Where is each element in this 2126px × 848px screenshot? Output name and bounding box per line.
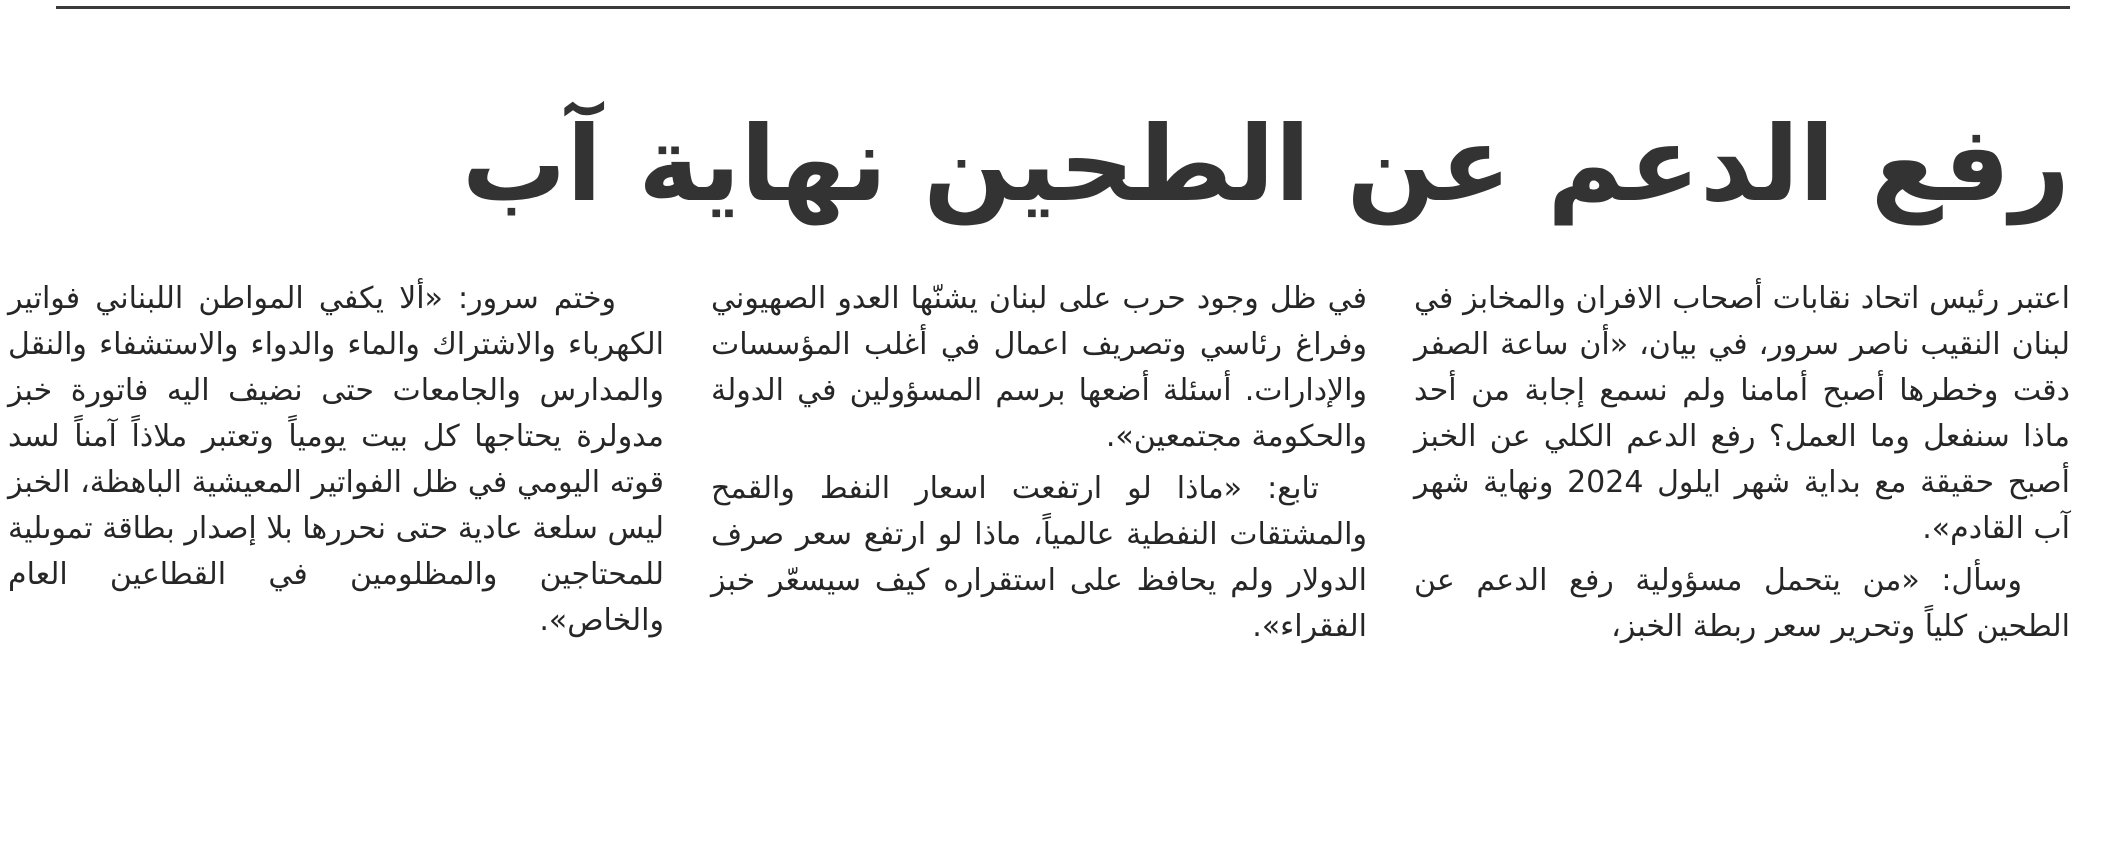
article-column-3 <box>8 276 664 650</box>
column-3-paragraph-1: وختم سرور: «ألا يكفي المواطن اللبناني فواتير الكهرباء والاشتراك والماء والدواء والاستشفاء والنقل والمدارس والجامعات حتى نضيف اليه فاتورة خبز مدولرة يحتاجها كل بيت يومياً وتعتبر ملاذاً آمناً لسد قوته اليومي في ظل الفواتير المعيشية الباهظة، الخبز ليس سلعة عادية حتى نحررها بلا إصدار بطاقة تموىلية للمحتاجين والمظلومين في القطاعين العام والخاص». <box>8 281 664 638</box>
column-2-paragraph-2: تابع: «ماذا لو ارتفعت اسعار النفط والقمح والمشتقات النفطية عالمياً، ماذا لو ارتفع سعر صرف الدولار ولم يحافظ على استقراره كيف سيسعّر خبز الفقراء». <box>711 471 1367 644</box>
article-body <box>8 276 2070 776</box>
article-column-2 <box>711 276 1367 656</box>
column-1-paragraph-1: اعتبر رئيس اتحاد نقابات أصحاب الافران والمخابز في لبنان النقيب ناصر سرور، في بيان، «أن ساعة الصفر دقت وخطرها أصبح أمامنا ولم نسمع إجابة من أحد ماذا سنفعل وما العمل؟ رفع الدعم الكلي عن الخبز أصبح حقيقة مع بداية شهر ايلول 2024 ونهاية شهر آب القادم». <box>1414 281 2070 546</box>
headline: رفع الدعم عن الطحين نهاية آب <box>461 102 2070 225</box>
column-1-paragraph-2: وسأل: «من يتحمل مسؤولية رفع الدعم عن الطحين كلياً وتحرير سعر ربطة الخبز، <box>1414 563 2070 644</box>
article-column-1 <box>1414 276 2070 656</box>
top-rule <box>56 6 2070 9</box>
column-2-paragraph-1: في ظل وجود حرب على لبنان يشنّها العدو الصهيوني وفراغ رئاسي وتصريف اعمال في أغلب المؤسسات والإدارات. أسئلة أضعها برسم المسؤولين في الدولة والحكومة مجتمعين». <box>711 281 1367 454</box>
